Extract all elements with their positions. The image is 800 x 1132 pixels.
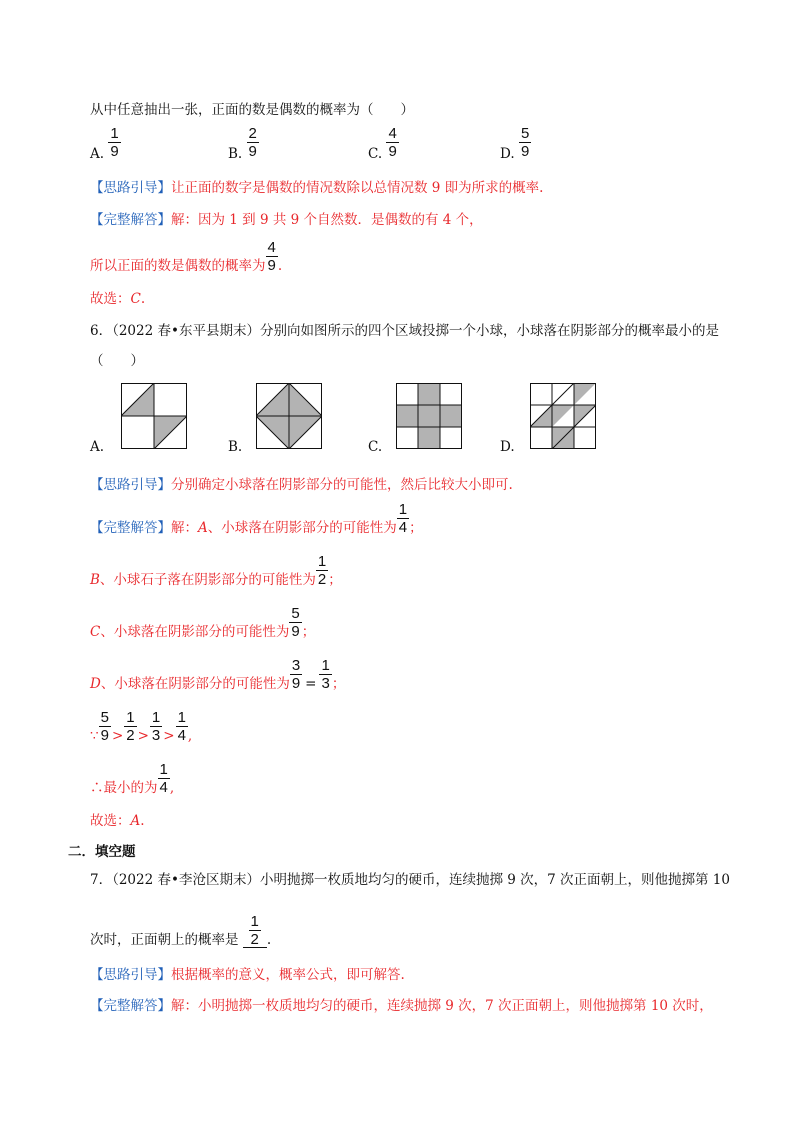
figure-b[interactable] — [256, 383, 322, 449]
q7-hint — [90, 966, 405, 984]
q6-stem-line-2: （ ） — [90, 353, 144, 369]
figure-a[interactable] — [121, 383, 187, 449]
option-label: C. — [368, 146, 383, 162]
solution-tag: 【完整解答】 — [90, 520, 171, 536]
q7-stem-line-1 — [90, 871, 730, 889]
period: . — [140, 291, 146, 307]
q5-option-a[interactable] — [90, 125, 121, 162]
period: . — [140, 813, 145, 829]
equals-sign: = — [305, 676, 317, 692]
option-letter: B — [90, 572, 100, 588]
solution-fraction: $\frac{5}{9}$ — [291, 605, 300, 640]
q6-comparison — [90, 710, 192, 743]
q5-solution-line-1 — [90, 211, 483, 229]
option-fraction: $\frac{5}{9}$ — [520, 125, 530, 160]
blank-fraction: $\frac{1}{2}$ — [250, 913, 259, 948]
option-fraction: $\frac{1}{9}$ — [110, 125, 119, 160]
figure-b-label: B. — [228, 439, 243, 455]
hint-tag: 【思路引导】 — [90, 967, 171, 983]
question-number: 6． — [90, 323, 113, 339]
greater-sign: > — [137, 728, 149, 744]
solution-tag: 【完整解答】 — [90, 212, 171, 228]
q5-stem: 从中任意抽出一张，正面的数是偶数的概率为（ ） — [90, 102, 414, 118]
solution-text: 所以正面的数是偶数的概率为 — [90, 258, 266, 274]
hint-text: 根据概率的意义，概率公式，即可解答. — [171, 967, 405, 983]
section-heading: 二．填空题 — [68, 844, 136, 860]
solution-fraction: $\frac{1}{2}$ — [317, 553, 327, 588]
q5-option-d[interactable] — [500, 125, 531, 162]
semicolon: ； — [301, 624, 316, 640]
hint-text: 分别确定小球落在阴影部分的可能性，然后比较大小即可. — [171, 477, 513, 493]
shade-d-mid — [574, 383, 596, 405]
solution-text: 、小球石子落在阴影部分的可能性为 — [99, 572, 316, 588]
shade-c-horizontal — [396, 405, 462, 427]
question-number: 7． — [90, 872, 113, 888]
option-letter: A — [198, 520, 208, 536]
q6-hint — [90, 476, 513, 494]
solution-fraction: $\frac{3}{9}$ — [291, 657, 301, 692]
q6-solution-line-b — [90, 554, 342, 587]
hint-text: 让正面的数字是偶数的情况数除以总情况数 9 即为所求的概率. — [171, 180, 544, 196]
solution-text: 解：因为 1 到 9 共 9 个自然数．是偶数的有 4 个， — [171, 212, 483, 228]
solution-text: 、小球落在阴影部分的可能性为 — [100, 676, 290, 692]
figure-d[interactable] — [530, 383, 596, 449]
q5-option-b[interactable] — [228, 125, 259, 162]
min-fraction: $\frac{1}{4}$ — [159, 761, 168, 796]
semicolon: ； — [328, 572, 342, 588]
option-label: D. — [500, 146, 515, 162]
comma: , — [169, 780, 175, 796]
solution-fraction: $\frac{4}{9}$ — [267, 239, 276, 274]
solution-prefix: 解： — [171, 520, 198, 536]
period: . — [277, 258, 283, 274]
figure-c[interactable] — [396, 383, 462, 449]
hint-tag: 【思路引导】 — [90, 477, 171, 493]
option-letter: D — [90, 676, 101, 692]
cmp-fraction: $\frac{1}{3}$ — [151, 709, 161, 744]
answer-letter: A — [130, 813, 141, 829]
semicolon: ； — [331, 676, 346, 692]
q7-solution — [90, 997, 713, 1015]
option-label: B. — [228, 146, 243, 162]
q6-solution-line-a — [90, 502, 423, 535]
solution-tag: 【完整解答】 — [90, 998, 171, 1014]
q6-stem-line-1 — [90, 322, 719, 340]
cmp-fraction: $\frac{5}{9}$ — [100, 709, 109, 744]
question-text: 次时，正面朝上的概率是 — [90, 932, 239, 948]
question-text: （2022 春•东平县期末）分别向如图所示的四个区域投掷一个小球，小球落在阴影部分的概率最小的是 — [112, 323, 719, 339]
because-symbol: ∵ — [90, 728, 99, 744]
answer-prefix: 故选： — [90, 813, 131, 829]
cmp-fraction: $\frac{1}{2}$ — [126, 709, 135, 744]
greater-sign: > — [111, 728, 124, 744]
q6-conclusion — [90, 762, 174, 795]
hint-tag: 【思路引导】 — [90, 180, 171, 196]
option-fraction: $\frac{4}{9}$ — [388, 125, 397, 160]
period: . — [266, 932, 272, 948]
answer-prefix: 故选： — [90, 291, 131, 307]
option-letter: C — [90, 624, 101, 640]
solution-fraction: $\frac{1}{3}$ — [321, 657, 330, 692]
solution-text: 解：小明抛掷一枚质地均匀的硬币，连续抛掷 9 次，7 次正面朝上，则他抛掷第 10 次时， — [171, 998, 713, 1014]
q5-answer — [90, 290, 145, 308]
solution-fraction: $\frac{1}{4}$ — [398, 501, 408, 536]
option-fraction: $\frac{2}{9}$ — [248, 125, 257, 160]
q5-solution-line-2 — [90, 240, 282, 273]
question-text: （2022 春•李沧区期末）小明抛掷一枚质地均匀的硬币，连续抛掷 9 次，7 次正面朝上，则他抛掷第 10 — [112, 872, 730, 888]
therefore-text: ∴最小的为 — [90, 780, 158, 796]
solution-text: 、小球落在阴影部分的可能性为 — [100, 624, 290, 640]
comma: , — [187, 728, 193, 744]
semicolon: ； — [409, 520, 423, 536]
q7-stem-line-2 — [90, 914, 271, 948]
q5-option-c[interactable] — [368, 125, 399, 162]
q5-hint — [90, 179, 543, 197]
q6-solution-line-d — [90, 658, 345, 691]
figure-c-label: C. — [368, 439, 383, 455]
q6-solution-line-c — [90, 606, 315, 639]
solution-text: 、小球落在阴影部分的可能性为 — [207, 520, 397, 536]
greater-sign: > — [163, 728, 175, 744]
answer-blank[interactable] — [243, 914, 267, 948]
figure-a-label: A. — [90, 439, 105, 455]
cmp-fraction: $\frac{1}{4}$ — [177, 709, 186, 744]
q6-answer — [90, 812, 145, 830]
figure-d-label: D. — [500, 439, 515, 455]
answer-letter: C — [130, 291, 141, 307]
option-label: A. — [90, 146, 105, 162]
